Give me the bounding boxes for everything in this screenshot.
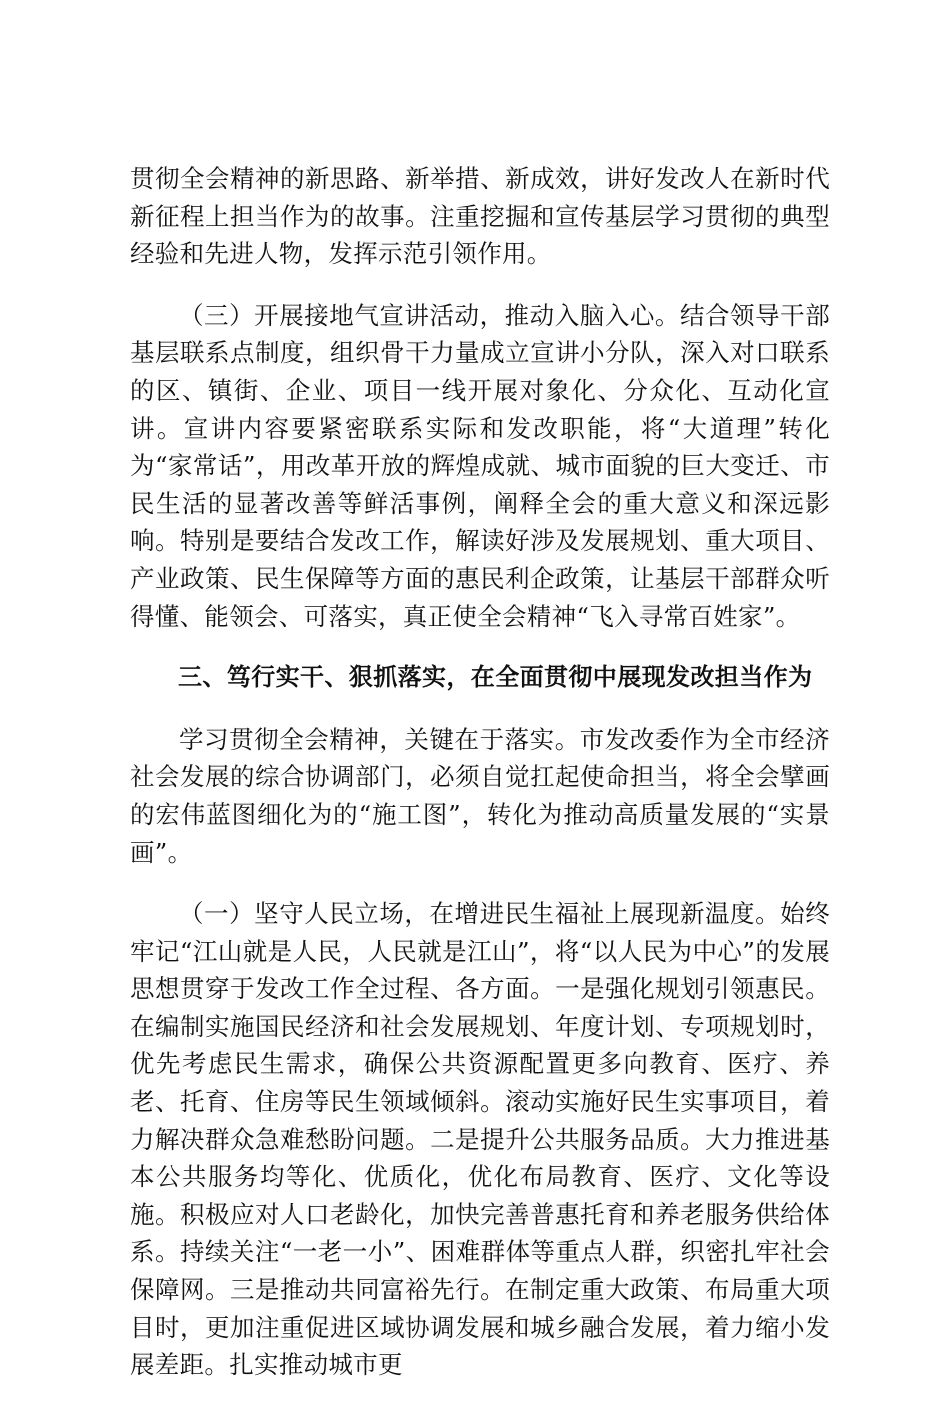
paragraph-continuation: 贯彻全会精神的新思路、新举措、新成效，讲好发改人在新时代新征程上担当作为的故事。注重挖掘和宣传基层学习贯彻的典型经验和先进人物，发挥示范引领作用。 xyxy=(130,164,830,269)
section-heading: 三、笃行实干、狠抓落实，在全面贯彻中展现发改担当作为 xyxy=(178,663,813,692)
paragraph-implementation-intro: 学习贯彻全会精神，关键在于落实。市发改委作为全市经济社会发展的综合协调部门，必须自觉扛起使命担当，将全会擘画的宏伟蓝图细化为的“施工图”，转化为推动高质量发展的“实景画”。 xyxy=(130,724,830,867)
paragraph-section-one-livelihood: （一）坚守人民立场，在增进民生福祉上展现新温度。始终牢记“江山就是人民，人民就是江山”，将“以人民为中心”的发展思想贯穿于发改工作全过程、各方面。一是强化规划引领惠民。在编制实施国民经济和社会发展规划、年度计划、专项规划时，优先考虑民生需求，确保公共资源配置更多向教育、医疗、养老、托育、住房等民生领域倾斜。滚动实施好民生实事项目，着力解决群众急难愁盼问题。二是提升公共服务品质。大力推进基本公共服务均等化、优质化，优化布局教育、医疗、文化等设施。积极应对人口老龄化，加快完善普惠托育和养老服务供给体系。持续关注“一老一小”、困难群体等重点人群，织密扎牢社会保障网。三是推动共同富裕先行。在制定重大政策、布局重大项目时，更加注重促进区域协调发展和城乡融合发展，着力缩小发展差距。扎实推动城市更 xyxy=(130,899,830,1380)
document-page xyxy=(130,160,830,1408)
paragraph-section-three-outreach: （三）开展接地气宣讲活动，推动入脑入心。结合领导干部基层联系点制度，组织骨干力量成立宣讲小分队，深入对口联系的区、镇街、企业、项目一线开展对象化、分众化、互动化宣讲。宣讲内容要紧密联系实际和发改职能，将“大道理”转化为“家常话”，用改革开放的辉煌成就、城市面貌的巨大变迁、市民生活的显著改善等鲜活事例，阐释全会的重大意义和深远影响。特别是要结合发改工作，解读好涉及发展规划、重大项目、产业政策、民生保障等方面的惠民利企政策，让基层干部群众听得懂、能领会、可落实，真正使全会精神“飞入寻常百姓家”。 xyxy=(130,300,830,631)
